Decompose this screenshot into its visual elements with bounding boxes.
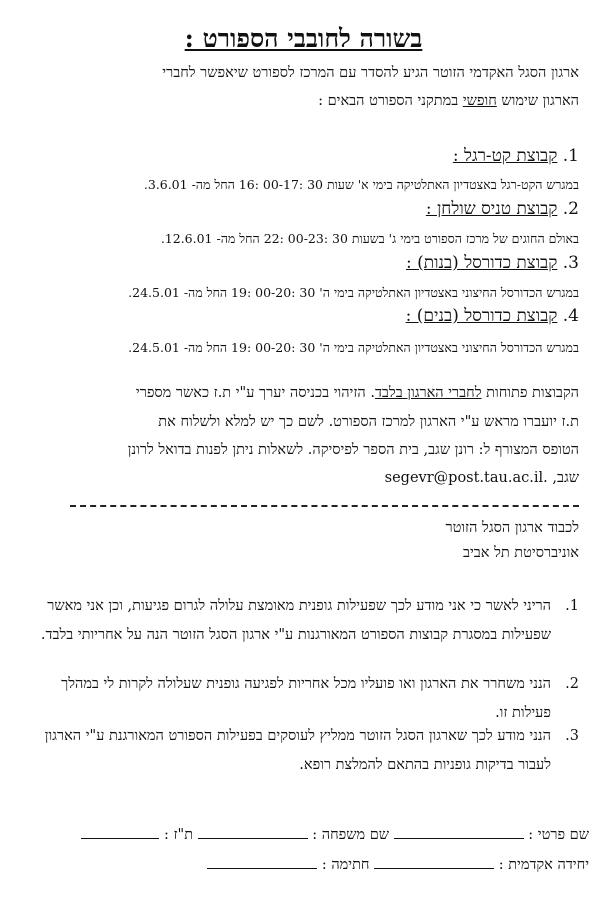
group-4-detail: במגרש הכדורסל החיצוני באצטדיון האתלטיקה בימי ה' 30 :00-20 :19 החל מה- 24.5.01. [128,340,579,355]
intro-line-1: ארגון הסגל האקדמי הזוטר הגיע להסדר עם המרכז לספורט שיאפשר לחברי [162,65,579,81]
notice-line-2: ת.ז יועברו מראש ע"י הארגון למרכז הספורט. לשם כך יש למלא ולשלוח את [158,414,579,430]
first-name-field[interactable] [394,826,524,839]
form-row-1 [81,826,589,844]
declaration-2-text: הנני משחרר את הארגון ואו פועליו מכל אחריות לפגיעה גופנית שעלולה לקרות לי במהלך פעילות זו. [61,676,551,721]
notice-members-only: לחברי הארגון בלבד [374,385,482,401]
intro-free-word: חופשי [462,93,497,109]
cut-line-divider [70,505,579,507]
group-3-detail: במגרש הכדורסל החיצוני באצטדיון האתלטיקה בימי ה' 30 :00-20 :19 החל מה- 24.5.01. [128,285,579,300]
notice-line-1-start: הקבוצות פתוחות [481,385,579,401]
first-name-label: שם פרטי : [528,827,589,843]
id-number-label: ת"ז : [163,827,194,843]
last-name-field[interactable] [198,826,308,839]
group-3-title: קבוצת כדורסל (בנות) : [405,253,558,273]
notice-line-4 [385,470,579,487]
signature-label: חתימה : [321,857,370,873]
notice-contact-name: שגב, [552,470,579,486]
group-3-number: 3. [562,253,579,273]
group-4-number: 4. [562,306,579,326]
document-title: בשורה לחובבי הספורט : [184,24,423,53]
group-1-detail: במגרש הקט-רגל באצטדיון האתלטיקה בימי א' שעות 30 :00-17 :16 החל מה- 3.6.01. [143,177,579,192]
intro-line-2-start: הארגון שימוש [496,93,579,109]
notice-line-1 [136,385,579,402]
notice-line-1-end: . הזיהוי בכניסה יערך ע"י ת.ז כאשר מספרי [135,385,375,401]
group-4-title: קבוצת כדורסל (בנים) : [405,306,558,326]
signature-field[interactable] [207,856,317,869]
last-name-label: שם משפחה : [312,827,390,843]
addressee-line-2: אוניברסיטת תל אביב [462,545,579,561]
declaration-1-number: 1. [565,598,579,614]
group-2-title: קבוצת טניס שולחן : [425,199,558,219]
notice-line-3: הטופס המצורף ל: רונן שגב, בית הספר לפיסיקה. לשאלות ניתן לפנות בדואל לרונן [127,442,579,458]
declaration-3-number: 3. [565,728,579,744]
group-1-number: 1. [562,146,579,166]
form-row-2 [207,856,589,874]
addressee-line-1: לכבוד ארגון הסגל הזוטר [445,520,579,536]
intro-line-2-end: במתקני הספורט הבאים : [318,93,463,109]
notice-email-link[interactable]: segevr@post.tau.ac.il. [384,470,548,486]
academic-unit-label: יחידה אקדמית : [498,857,589,873]
declaration-2-number: 2. [565,676,579,692]
declaration-3-text: הנני מודע לכך שארגון הסגל הזוטר ממליץ לעוסקים בפעילות הספורט המאורגנת ע"י הארגון לעבור בדיקות גופניות בהתאם להמלצת רופא. [44,728,551,773]
academic-unit-field[interactable] [374,856,494,869]
group-3-heading [406,253,579,273]
declaration-1-text: הריני לאשר כי אני מודע לכך שפעילות גופנית מאומצת עלולה לגרום פגיעות, וכן אני מאשר שפעילות במסגרת קבוצות הספורט המאורגנות ע"י ארגון הסגל הזוטר הנה על אחריותי בלבד. [40,598,551,643]
group-2-detail: באולם החוגים של מרכז הספורט בימי ג' בשעות 30 :00-23 :22 החל מה- 12.6.01. [160,231,579,246]
group-1-title: קבוצת קט-רגל : [452,146,558,166]
group-1-heading [453,146,579,166]
id-number-field[interactable] [81,826,159,839]
intro-line-2 [318,93,579,110]
group-2-heading [426,199,579,219]
group-4-heading [406,306,579,326]
group-2-number: 2. [562,199,579,219]
